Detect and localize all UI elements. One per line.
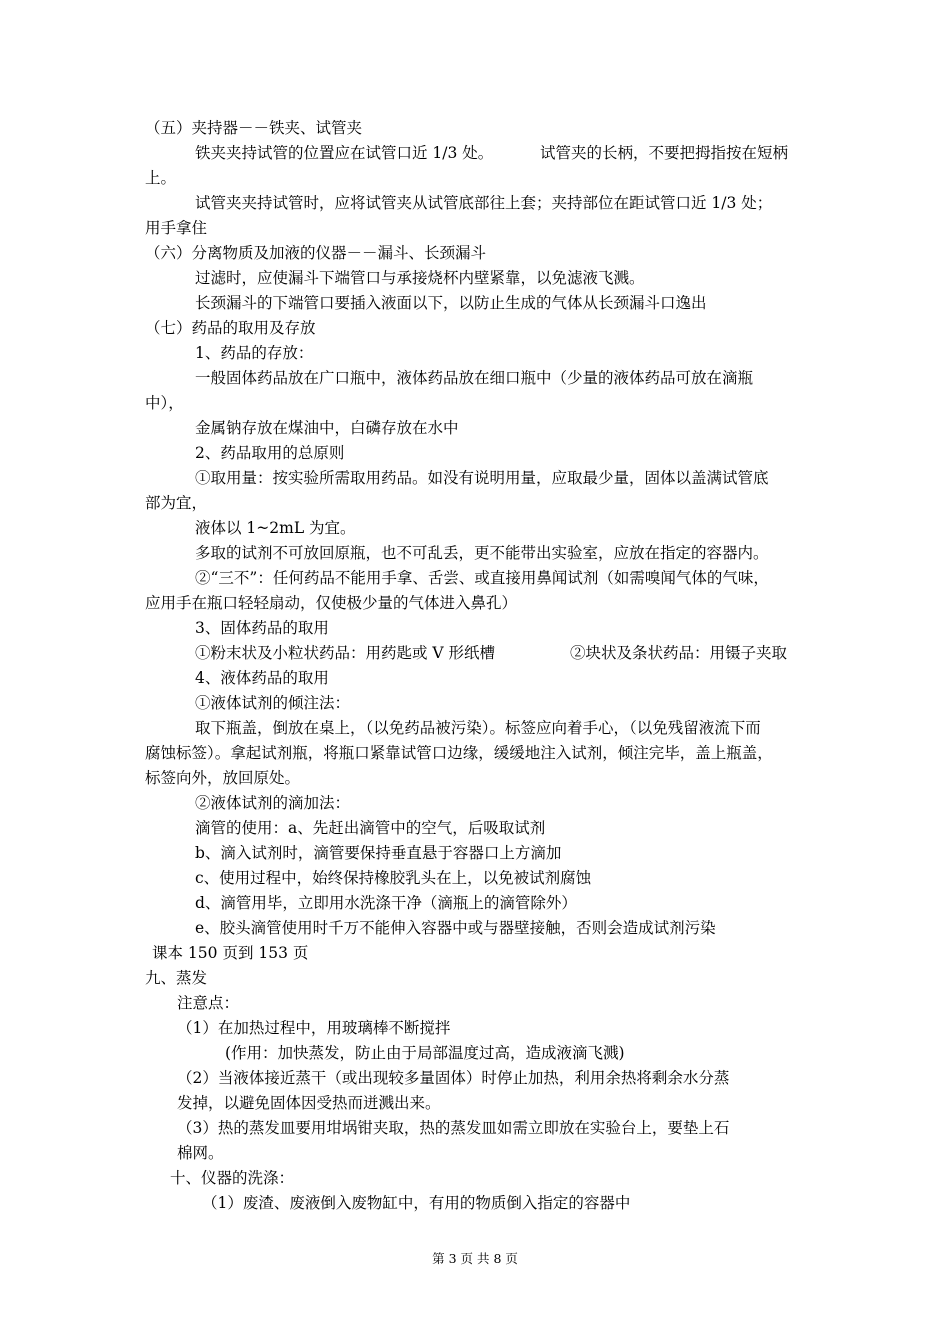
paragraph: 取下瓶盖，倒放在桌上，（以免药品被污染）。标签应向着手心，（以免残留液流下而 <box>195 719 761 737</box>
list-item: 棉网。 <box>177 1144 224 1162</box>
paragraph: ②“三不”：任何药品不能用手拿、舌尝、或直接用鼻闻试剂（如需嗅闻气体的气味， <box>195 569 769 587</box>
paragraph: ②块状及条状药品：用镊子夹取 <box>570 644 788 662</box>
note-label: 注意点： <box>177 994 240 1012</box>
subheading: 4、液体药品的取用 <box>195 669 329 687</box>
page-footer: 第 3 页 共 8 页 <box>432 1251 518 1266</box>
paragraph: 腐蚀标签）。拿起试剂瓶，将瓶口紧靠试管口边缘，缓缓地注入试剂，倾注完毕，盖上瓶盖， <box>145 744 773 762</box>
paragraph: 应用手在瓶口轻轻扇动，仅使极少量的气体进入鼻孔） <box>145 594 518 612</box>
subheading: 1、药品的存放： <box>195 344 314 362</box>
section-5-heading: （五）夹持器－－铁夹、试管夹 <box>145 119 363 137</box>
paragraph: 用手拿住 <box>145 219 208 237</box>
paragraph: d、滴管用毕，立即用水洗涤干净（滴瓶上的滴管除外） <box>195 894 577 912</box>
list-item: 发掉，以避免固体因受热而迸溅出来。 <box>177 1094 441 1112</box>
paragraph: ②液体试剂的滴加法： <box>195 794 351 812</box>
paragraph: 多取的试剂不可放回原瓶，也不可乱丢，更不能带出实验室，应放在指定的容器内。 <box>195 544 769 562</box>
list-item: （1）废渣、废液倒入废物缸中，有用的物质倒入指定的容器中 <box>202 1194 631 1212</box>
section-7-heading: （七）药品的取用及存放 <box>145 319 316 337</box>
paragraph: 一般固体药品放在广口瓶中，液体药品放在细口瓶中（少量的液体药品可放在滴瓶 <box>195 369 754 387</box>
paragraph: ①液体试剂的倾注法： <box>195 694 351 712</box>
paragraph: 液体以 1~2mL 为宜。 <box>195 519 356 537</box>
subheading: 2、药品取用的总原则 <box>195 444 345 462</box>
paragraph: 试管夹的长柄，不要把拇指按在短柄 <box>540 144 789 162</box>
list-item: （1）在加热过程中，用玻璃棒不断搅拌 <box>177 1019 451 1037</box>
section-10-heading: 十、仪器的洗涤： <box>170 1169 295 1187</box>
textbook-reference: 课本 150 页到 153 页 <box>152 944 309 962</box>
paragraph: 过滤时，应使漏斗下端管口与承接烧杯内壁紧靠，以免滤液飞溅。 <box>195 269 645 287</box>
paragraph: 滴管的使用：a、先赶出滴管中的空气，后吸取试剂 <box>195 819 546 837</box>
list-item: (作用：加快蒸发，防止由于局部温度过高，造成液滴飞溅) <box>225 1044 625 1062</box>
paragraph: e、胶头滴管使用时千万不能伸入容器中或与器壁接触，否则会造成试剂污染 <box>195 919 716 937</box>
paragraph: 标签向外，放回原处。 <box>145 769 301 787</box>
paragraph: 部为宜， <box>145 494 208 512</box>
list-item: （2）当液体接近蒸干（或出现较多量固体）时停止加热，利用余热将剩余水分蒸 <box>177 1069 730 1087</box>
paragraph: b、滴入试剂时，滴管要保持垂直悬于容器口上方滴加 <box>195 844 562 862</box>
section-6-heading: （六）分离物质及加液的仪器－－漏斗、长颈漏斗 <box>145 244 487 262</box>
paragraph: c、使用过程中，始终保持橡胶乳头在上，以免被试剂腐蚀 <box>195 869 592 887</box>
list-item: （3）热的蒸发皿要用坩埚钳夹取，热的蒸发皿如需立即放在实验台上，要垫上石 <box>177 1119 730 1137</box>
paragraph: 上。 <box>145 169 177 187</box>
paragraph: 中）， <box>145 394 184 412</box>
subheading: 3、固体药品的取用 <box>195 619 329 637</box>
paragraph: ①粉末状及小粒状药品：用药匙或 V 形纸槽 <box>195 644 496 662</box>
paragraph: ①取用量：按实验所需取用药品。如没有说明用量，应取最少量，固体以盖满试管底 <box>195 469 769 487</box>
paragraph: 铁夹夹持试管的位置应在试管口近 1/3 处。 <box>195 144 494 162</box>
paragraph: 试管夹夹持试管时，应将试管夹从试管底部往上套；夹持部位在距试管口近 1/3 处； <box>195 194 773 212</box>
paragraph: 长颈漏斗的下端管口要插入液面以下，以防止生成的气体从长颈漏斗口逸出 <box>195 294 707 312</box>
section-9-heading: 九、蒸发 <box>145 969 208 987</box>
paragraph: 金属钠存放在煤油中，白磷存放在水中 <box>195 419 459 437</box>
